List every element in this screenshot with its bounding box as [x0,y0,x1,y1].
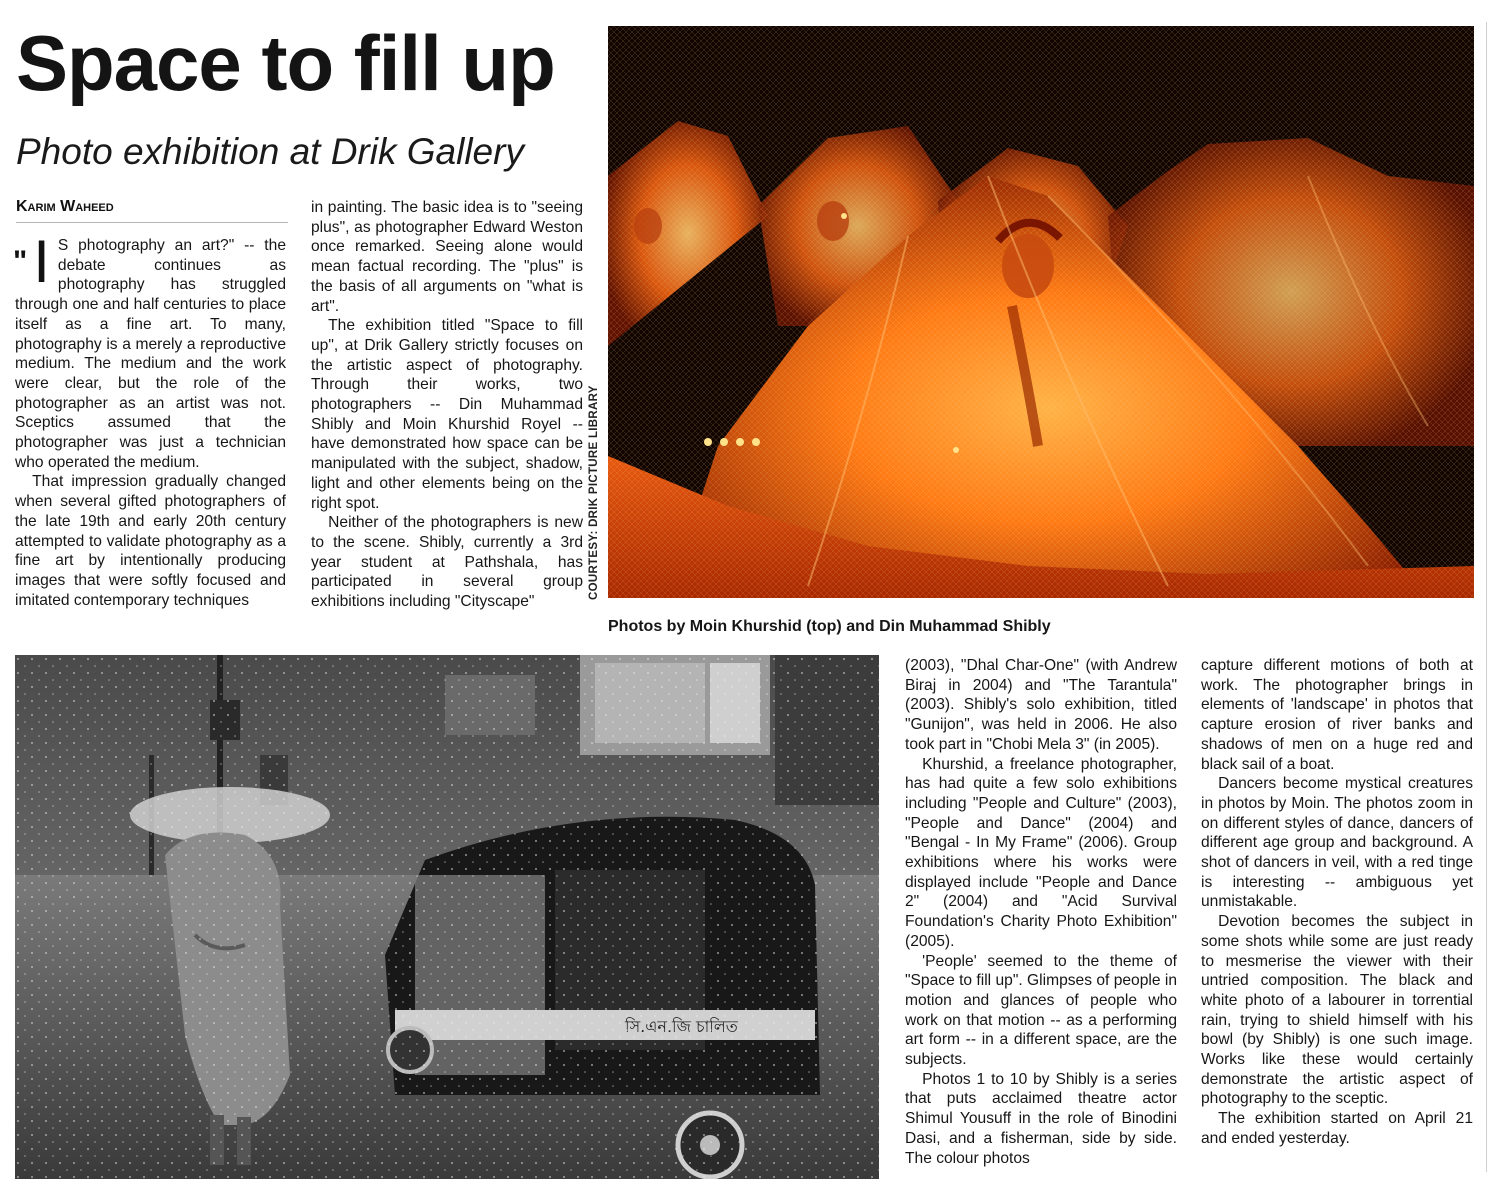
drop-cap: " I [13,228,50,295]
paragraph: " I S photography an art?" -- the debate continues as photography has struggled through one and half centuries to place itself as a fine art. To many, photography is a merely a reproductive medium. The medium and the work were clear, but the role of the photographer as an artist was not. Sceptics assumed that the photographer was just a technician who operated the medium. [13,228,286,471]
paragraph: Neither of the photographers is new to the scene. Shibly, currently a 3rd year student at Pathshala, has participated in several group exhibitions including "Cityscape" [311,514,583,611]
paragraph: in painting. The basic idea is to "seeing plus", as photographer Edward Weston once remarked. Seeing alone would mean factual recording. The "plus" is the basis of all arguments on "what is art". [311,199,583,315]
paragraph: capture different motions of both at work. The photographer brings in elements of 'landscape' in photos that capture erosion of river banks and shadows of men on a huge red and black sail of a boat. [1201,657,1473,773]
article-column-4 [1201,656,1473,1149]
article-column-2 [311,198,583,612]
paragraph: 'People' seemed to the theme of "Space to fill up". Glimpses of people in motion and glances of people who work on that motion -- as a performing art form -- in a different space, are the subjects. [905,952,1177,1069]
paragraph: The exhibition titled "Space to fill up", at Drik Gallery strictly focuses on the artistic aspect of photography. Through their works, two photographers -- Din Muhammad Shibly and Moin Khurshid Royel -- have demonstrated how space can be manipulated with the subject, shadow, light and other elements being on the right spot. [311,317,583,512]
article-column-1 [13,228,286,610]
paragraph: (2003), "Dhal Char-One" (with Andrew Biraj in 2004) and "The Tarantula" (2003). Shibly's solo exhibition, titled "Gunijon", was held in 2006. He also took part in "Chobi Mela 3" (in 2005). [905,657,1177,753]
paragraph: Photos 1 to 10 by Shibly is a series that puts acclaimed theatre actor Shimul Yousuff in the role of Binodini Dasi, and a fisherman, side by side. The colour photos [905,1070,1177,1167]
veil-dancers-illustration [608,26,1474,598]
paragraph: Dancers become mystical creatures in photos by Moin. The photos zoom in on different styles of dance, dancers of different age group and background. A shot of dancers in veil, with a red tinge is interesting -- ambiguous yet unmistakable. [1201,775,1473,911]
article-column-3 [905,656,1177,1168]
byline: Karim Waheed [16,196,288,223]
photo-caption: Photos by Moin Khurshid (top) and Din Muhammad Shibly [608,618,1051,635]
column-rule [1486,22,1487,1172]
paragraph: The exhibition started on April 21 and ended yesterday. [1201,1110,1473,1147]
paragraph: That impression gradually changed when several gifted photographers of the late 19th and early 20th century attempted to validate photography as a fine art by intentionally producing images that were softly focused and imitated contemporary techniques [15,473,286,609]
photo-credit-vertical: COURTESY: DRIK PICTURE LIBRARY [588,385,600,600]
rain-street-illustration [15,655,879,1179]
photo-dancers-in-veil [608,26,1474,598]
paragraph: Khurshid, a freelance photographer, has had quite a few solo exhibitions including "People and Culture" (2003), "People and Dance" (2004) and "Bengal - In My Frame" (2006). Group exhibitions where his works were displayed include "People and Dance 2" (2004) and "Acid Survival Foundation's Charity Photo Exhibition" (2005). [905,755,1177,950]
headline: Space to fill up [16,19,555,107]
subheadline: Photo exhibition at Drik Gallery [16,131,524,172]
paragraph: Devotion becomes the subject in some shots while some are just ready to mesmerise the viewer with their untried composition. The black and white photo of a labourer in torrential rain, trying to shield himself with his bowl (by Shibly) is one such image. Works like these would certainly demonstrate the artistic aspect of photography to the sceptic. [1201,913,1473,1108]
photo-labourer-in-rain [15,655,879,1179]
